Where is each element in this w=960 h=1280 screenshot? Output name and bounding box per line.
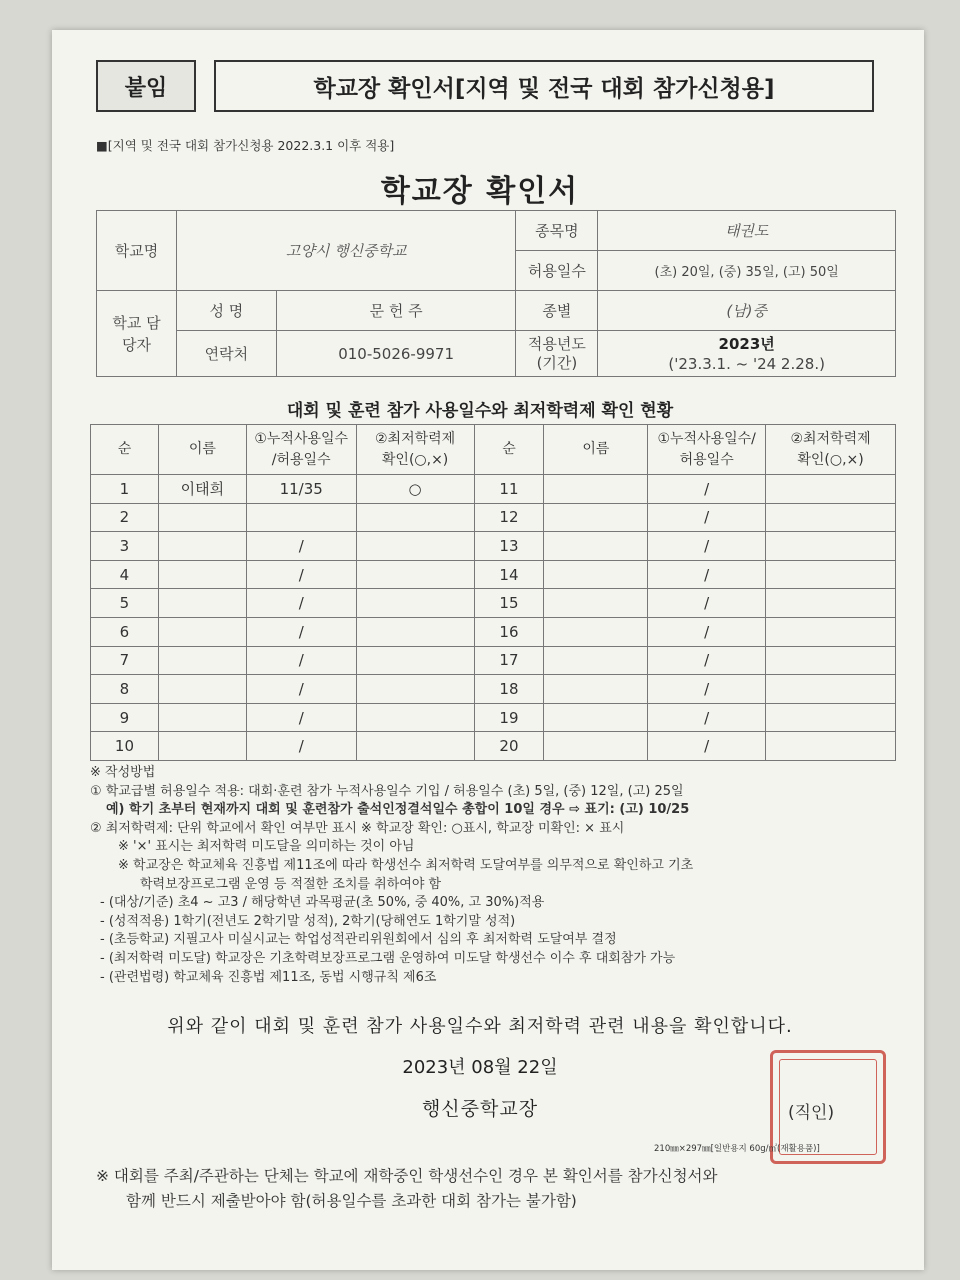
instruction-grades: - (성적적용) 1학기(전년도 2학기말 성적), 2학기(당해연도 1학기말 성적): [100, 913, 516, 929]
row-num: 15: [474, 589, 544, 618]
days-used: /: [246, 589, 356, 618]
min-grade-check: [766, 703, 896, 732]
student-name: [544, 560, 648, 589]
seal-label: (직인): [788, 1103, 835, 1123]
col-num-right: 순: [474, 425, 544, 475]
header-title: 학교장 확인서[지역 및 전국 대회 참가신청용]: [214, 60, 874, 112]
row-num: 18: [474, 675, 544, 704]
days-used: /: [648, 503, 766, 532]
days-used: /: [648, 675, 766, 704]
days-used: /: [246, 646, 356, 675]
category-value: (남)중: [598, 291, 896, 331]
days-used: 11/35: [246, 475, 356, 504]
instruction-2: ② 최저학력제: 단위 학교에서 확인 여부만 표시 ※ 학교장 확인: ○표시, 학교장 미확인: × 표시: [90, 820, 625, 836]
table-row: [91, 503, 896, 532]
row-num: 10: [91, 732, 159, 761]
instructions: [90, 764, 890, 987]
school-name-value: 고양시 행신중학교: [176, 211, 516, 291]
row-num: 17: [474, 646, 544, 675]
days-used: /: [246, 617, 356, 646]
table-row: [91, 675, 896, 704]
days-used: /: [648, 703, 766, 732]
min-grade-check: [766, 560, 896, 589]
student-name: [544, 532, 648, 561]
days-used: /: [648, 646, 766, 675]
min-grade-check: [356, 589, 474, 618]
school-name-label: 학교명: [97, 211, 177, 291]
row-num: 4: [91, 560, 159, 589]
student-name: [158, 732, 246, 761]
days-used: /: [246, 732, 356, 761]
instruction-law: - (관련법령) 학교체육 진흥법 제11조, 동법 시행규칙 제6조: [100, 969, 437, 985]
days-used: [246, 503, 356, 532]
row-num: 9: [91, 703, 159, 732]
staff-name-value: 문 헌 주: [276, 291, 516, 331]
issue-date: 2023년 08월 22일: [402, 1057, 558, 1078]
min-grade-check: [766, 589, 896, 618]
event-label: 종목명: [516, 211, 598, 251]
min-grade-check: [356, 703, 474, 732]
days-used: /: [648, 732, 766, 761]
student-name: [158, 589, 246, 618]
category-label: 종별: [516, 291, 598, 331]
min-grade-check: [766, 475, 896, 504]
min-grade-check: [766, 732, 896, 761]
student-name: [158, 646, 246, 675]
row-num: 5: [91, 589, 159, 618]
row-num: 2: [91, 503, 159, 532]
min-grade-check: [356, 503, 474, 532]
col-grade-check-right: ②최저학력제 확인(○,×): [766, 425, 896, 475]
min-grade-check: [766, 675, 896, 704]
confirmation-statement: 위와 같이 대회 및 훈련 참가 사용일수와 최저학력 관련 내용을 확인합니다.: [167, 1016, 793, 1037]
student-name: [544, 646, 648, 675]
staff-name-label: 성 명: [176, 291, 276, 331]
row-num: 16: [474, 617, 544, 646]
table-row: [91, 560, 896, 589]
table-row: [91, 475, 896, 504]
contact-value: 010-5026-9971: [276, 331, 516, 377]
period-value: 2023년 ('23.3.1. ~ '24 2.28.): [598, 331, 896, 377]
row-num: 11: [474, 475, 544, 504]
row-num: 20: [474, 732, 544, 761]
days-used: /: [648, 560, 766, 589]
col-num: 순: [91, 425, 159, 475]
col-name-right: 이름: [544, 425, 648, 475]
min-grade-check: [766, 532, 896, 561]
student-name: [544, 475, 648, 504]
min-grade-check: [356, 732, 474, 761]
row-num: 7: [91, 646, 159, 675]
student-name: 이태희: [158, 475, 246, 504]
period-label: 적용년도 (기간): [516, 331, 598, 377]
student-name: [158, 503, 246, 532]
instruction-note-principal-cont: 학력보장프로그램 운영 등 적절한 조치를 취하여야 함: [140, 876, 442, 892]
row-num: 19: [474, 703, 544, 732]
instructions-heading: ※ 작성방법: [90, 765, 156, 780]
row-num: 3: [91, 532, 159, 561]
min-grade-check: [356, 560, 474, 589]
table-row: [91, 589, 896, 618]
submission-note: ※ 대회를 주최/주관하는 단체는 학교에 재학중인 학생선수인 경우 본 확인서를 참가신청서와 함께 반드시 제출받아야 함(허용일수를 초과한 대회 참가는 불가함): [96, 1167, 718, 1210]
allowed-days-value: (초) 20일, (중) 35일, (고) 50일: [598, 251, 896, 291]
row-num: 6: [91, 617, 159, 646]
student-name: [158, 560, 246, 589]
row-num: 8: [91, 675, 159, 704]
student-name: [544, 617, 648, 646]
student-name: [544, 503, 648, 532]
student-name: [544, 589, 648, 618]
student-name: [544, 732, 648, 761]
instruction-below-min: - (최저학력 미도달) 학교장은 기초학력보장프로그램 운영하여 미도달 학생선수 이수 후 대회참가 가능: [100, 950, 676, 966]
student-roster-table: [90, 424, 896, 761]
table-row: [91, 646, 896, 675]
allowed-days-label: 허용일수: [516, 251, 598, 291]
row-num: 14: [474, 560, 544, 589]
col-name: 이름: [158, 425, 246, 475]
row-num: 1: [91, 475, 159, 504]
student-name: [158, 703, 246, 732]
days-used: /: [246, 703, 356, 732]
row-num: 12: [474, 503, 544, 532]
days-used: /: [246, 532, 356, 561]
col-grade-check: ②최저학력제 확인(○,×): [356, 425, 474, 475]
instruction-target: - (대상/기준) 초4 ~ 고3 / 해당학년 과목평균(초 50%, 중 40%, 고 30%)적용: [100, 895, 545, 911]
paper-size-note: 210㎜×297㎜[일반용지 60g/㎡(재활용품)]: [654, 1144, 820, 1154]
student-name: [158, 617, 246, 646]
page-title: 학교장 확인서: [380, 174, 580, 209]
attachment-tag: 붙임: [96, 60, 196, 112]
min-grade-check: ○: [356, 475, 474, 504]
days-used: /: [246, 560, 356, 589]
days-used: /: [648, 532, 766, 561]
col-days-right: ①누적사용일수/ 허용일수: [648, 425, 766, 475]
days-used: /: [648, 617, 766, 646]
min-grade-check: [356, 646, 474, 675]
instruction-note-x: ※ '×' 표시는 최저학력 미도달을 의미하는 것이 아님: [118, 839, 415, 855]
staff-label: 학교 담당자: [97, 291, 177, 377]
table-row: [91, 532, 896, 561]
instruction-1-example: 예) 학기 초부터 현재까지 대회 및 훈련참가 출석인정결석일수 총합이 10일 경우 ⇨ 표기: (고) 10/25: [106, 802, 690, 818]
row-num: 13: [474, 532, 544, 561]
min-grade-check: [356, 675, 474, 704]
student-name: [544, 703, 648, 732]
student-name: [544, 675, 648, 704]
table-row: [91, 703, 896, 732]
table-row: [91, 732, 896, 761]
status-section-title: 대회 및 훈련 참가 사용일수와 최저학력제 확인 현황: [286, 401, 674, 421]
days-used: /: [648, 589, 766, 618]
col-days: ①누적사용일수 /허용일수: [246, 425, 356, 475]
min-grade-check: [356, 532, 474, 561]
student-name: [158, 675, 246, 704]
applicability-note: ■[지역 및 전국 대회 참가신청용 2022.3.1 이후 적용]: [96, 138, 395, 153]
days-used: /: [648, 475, 766, 504]
school-info-table: [96, 210, 896, 377]
min-grade-check: [766, 617, 896, 646]
principal-title: 행신중학교장: [421, 1098, 539, 1120]
instruction-1: ① 학교급별 허용일수 적용: 대회·훈련 참가 누적사용일수 기입 / 허용일수 (초) 5일, (중) 12일, (고) 25일: [90, 783, 684, 799]
student-name: [158, 532, 246, 561]
days-used: /: [246, 675, 356, 704]
min-grade-check: [766, 646, 896, 675]
min-grade-check: [766, 503, 896, 532]
instruction-note-principal: ※ 학교장은 학교체육 진흥법 제11조에 따라 학생선수 최저학력 도달여부를 의무적으로 확인하고 기초: [118, 857, 694, 873]
instruction-elementary: - (초등학교) 지필고사 미실시교는 학업성적관리위원회에서 심의 후 최저학력 도달여부 결정: [100, 932, 617, 948]
table-row: [91, 617, 896, 646]
min-grade-check: [356, 617, 474, 646]
contact-label: 연락처: [176, 331, 276, 377]
event-value: 태권도: [598, 211, 896, 251]
